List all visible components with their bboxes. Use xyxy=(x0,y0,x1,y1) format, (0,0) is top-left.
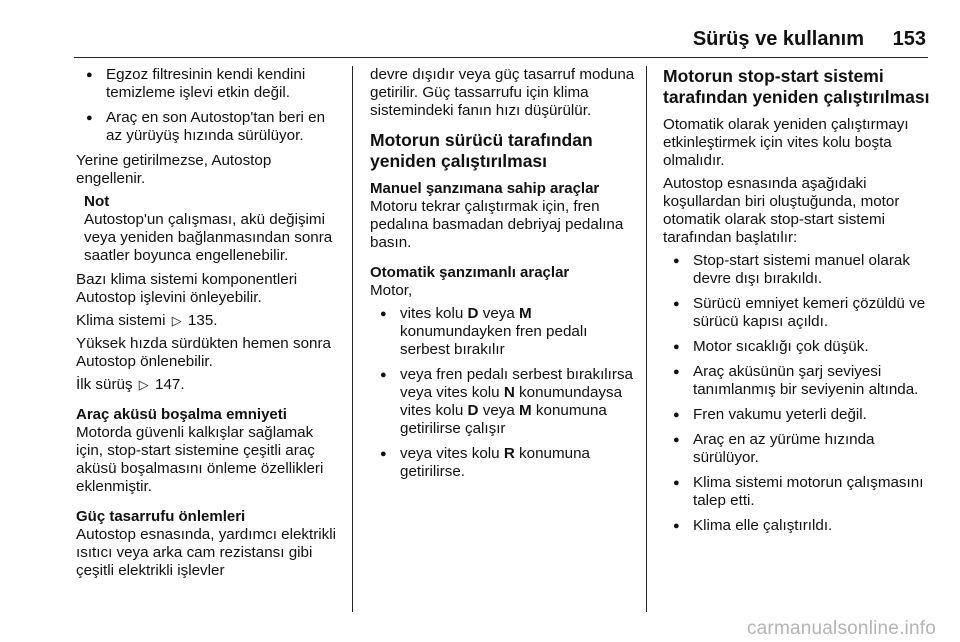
list-item: ● Egzoz filtresinin kendi kendini temizleme işlevi etkin değil. xyxy=(76,66,344,102)
paragraph: Autostop esnasında aşağıdaki koşullardan biri oluştuğunda, motor otomatik olarak stop-start sistemi tarafından başlatılır: xyxy=(663,175,900,246)
subheading-manual: Manuel şanzımana sahip araçlar xyxy=(370,180,600,197)
column-1 xyxy=(76,66,344,585)
page-title: Sürüş ve kullanım xyxy=(692,28,864,50)
section-heading-driver-restart: Motorun sürücü tarafından yeniden çalıştırılması xyxy=(370,130,593,171)
xref-arrow-icon: ▷ xyxy=(138,377,149,392)
paragraph: Yerine getirilmezse, Autostop engellenir. xyxy=(76,152,272,187)
subheading-battery: Araç aküsü boşalma emniyeti xyxy=(76,406,287,423)
list-item: ● Klima sistemi motorun çalışmasını talep etti. xyxy=(663,474,933,510)
section-heading-system-restart: Motorun stop-start sistemi tarafından yeniden çalıştırılması xyxy=(663,66,930,107)
paragraph: Otomatik olarak yeniden çalıştırmayı etkinleştirmek için vites kolu boşta olmalıdır. xyxy=(663,116,909,169)
xref-link[interactable]: 147. xyxy=(155,376,185,393)
list-item: ● veya vites kolu R konumuna getirilirse. xyxy=(370,445,638,481)
page-number: 153 xyxy=(892,28,926,50)
cross-reference-paragraph: Klima sistemi ▷ 135. xyxy=(76,312,218,329)
cross-reference-paragraph: İlk sürüş ▷ 147. xyxy=(76,376,185,393)
list-item: ● vites kolu D veya M konumundayken fren pedalı serbest bırakılır xyxy=(370,305,638,359)
condition-list xyxy=(76,66,344,145)
list-item: ● Araç en az yürüme hızında sürülüyor. xyxy=(663,431,933,467)
list-item: ● Araç en son Autostop'tan beri en az yürüyüş hızında sürülüyor. xyxy=(76,109,344,145)
column-2 xyxy=(370,66,638,488)
column-divider-2 xyxy=(646,66,647,612)
note-box xyxy=(76,193,344,265)
xref-link[interactable]: 135. xyxy=(187,312,218,329)
paragraph: Bazı klima sistemi komponentleri Autostop işlevini önleyebilir. xyxy=(76,271,298,306)
automatic-list xyxy=(370,305,638,481)
list-item: ● Araç aküsünün şarj seviyesi tanımlanmış bir seviyenin altında. xyxy=(663,363,933,399)
header-divider xyxy=(74,57,928,58)
column-3 xyxy=(663,66,933,542)
list-item: ● Fren vakumu yeterli değil. xyxy=(663,406,933,424)
paragraph: Yüksek hızda sürdükten hemen sonra Autostop önlenebilir. xyxy=(76,335,331,370)
watermark: carmanualsonline.info xyxy=(746,618,936,639)
column-divider-1 xyxy=(352,66,353,612)
subheading-automatic: Otomatik şanzımanlı araçlar xyxy=(370,264,570,281)
note-text: Autostop'un çalışması, akü değişimi veya yeniden bağlanmasından sonra saatler boyunca engellenebilir. xyxy=(84,211,333,264)
list-item: ● veya fren pedalı serbest bırakılırsa veya vites kolu N konumundaysa vites kolu D veya M konumuna getirilirse çalışır xyxy=(370,366,638,438)
list-item: ● Stop-start sistemi manuel olarak devre dışı bırakıldı. xyxy=(663,252,933,288)
note-title: Not xyxy=(84,193,110,210)
paragraph: Motoru tekrar çalıştırmak için, fren pedalına basmadan debriyaj pedalına basın. xyxy=(370,198,624,251)
paragraph: devre dışıdır veya güç tasarruf moduna getirilir. Güç tassarrufu için klima sistemindeki fanın hızı düşürülür. xyxy=(370,66,635,119)
list-item: ● Sürücü emniyet kemeri çözüldü ve sürücü kapısı açıldı. xyxy=(663,295,933,331)
list-item: ● Klima elle çalıştırıldı. xyxy=(663,517,933,535)
list-item: ● Motor sıcaklığı çok düşük. xyxy=(663,338,933,356)
paragraph: Autostop esnasında, yardımcı elektrikli ısıtıcı veya arka cam rezistansı gibi çeşitli elektrikli işlevler xyxy=(76,526,336,579)
xref-arrow-icon: ▷ xyxy=(171,313,182,328)
page-header xyxy=(0,28,960,54)
paragraph: Motorda güvenli kalkışlar sağlamak için, stop-start sistemine çeşitli araç aküsü boşalmasını önleme özellikleri eklenmiştir. xyxy=(76,424,324,495)
paragraph: Motor, xyxy=(370,282,413,299)
subheading-power-saving: Güç tasarrufu önlemleri xyxy=(76,508,246,525)
restart-condition-list xyxy=(663,252,933,535)
